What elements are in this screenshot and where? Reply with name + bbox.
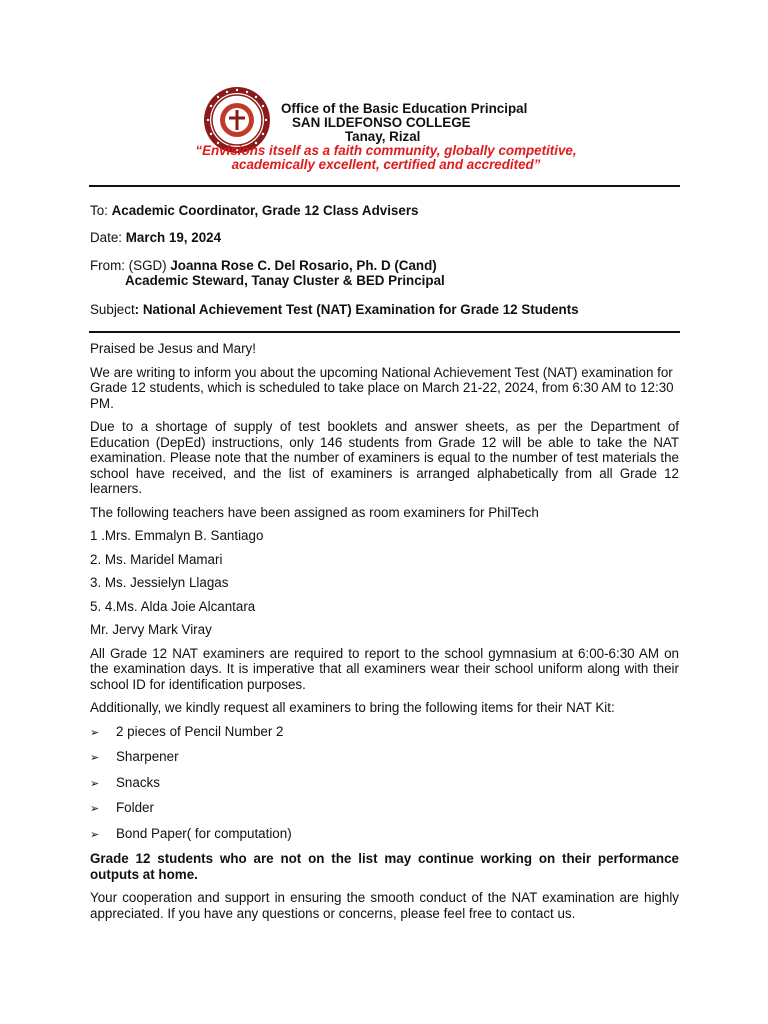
subject-label: Subject: [90, 302, 135, 317]
arrow-bullet-icon: ➢: [90, 828, 100, 841]
paragraph-shortage: Due to a shortage of supply of test booklets and answer sheets, as per the Department of Education (DepEd) instructions, only 146 students from Grade 12 will be able to take the NAT examination. Please note that the number of examiners is equal to the number of test materials the school have received, and the list of examiners is arranged alphabetically from all Grade 12 learners.: [90, 419, 679, 496]
from-title: Academic Steward, Tanay Cluster & BED Principal: [125, 273, 445, 288]
arrow-bullet-icon: ➢: [90, 777, 100, 790]
kit-item: [90, 724, 679, 742]
kit-item: [90, 800, 679, 818]
paragraph-intro: We are writing to inform you about the upcoming National Achievement Test (NAT) examination for Grade 12 students, which is scheduled to take place on March 21-22, 2024, from 6:30 AM to 12:30 PM.: [90, 364, 674, 411]
subject-value: : National Achievement Test (NAT) Examination for Grade 12 Students: [134, 302, 579, 317]
greeting: Praised be Jesus and Mary!: [90, 341, 256, 356]
paragraph-examiners-intro: The following teachers have been assigned as room examiners for PhilTech: [90, 504, 539, 520]
kit-item-label: Snacks: [116, 774, 160, 790]
examiner-item: 2. Ms. Maridel Mamari: [90, 551, 223, 567]
memo-body: [90, 341, 679, 929]
college-location: Tanay, Rizal: [345, 129, 421, 144]
examiner-item: 3. Ms. Jessielyn Llagas: [90, 575, 229, 590]
from-value: Joanna Rose C. Del Rosario, Ph. D (Cand): [170, 258, 437, 273]
college-name: SAN ILDEFONSO COLLEGE: [292, 115, 471, 130]
examiner-item: Mr. Jervy Mark Viray: [90, 622, 212, 637]
memo-subject: [90, 302, 579, 318]
kit-item-label: Sharpener: [116, 749, 179, 764]
memo-header-divider: [89, 331, 680, 333]
kit-item-label: 2 pieces of Pencil Number 2: [116, 723, 284, 739]
examiner-item: 5. 4.Ms. Alda Joie Alcantara: [90, 598, 256, 614]
paragraph-not-listed-notice: Grade 12 students who are not on the list may continue working on their performance outputs at home.: [90, 851, 679, 882]
from-label: From: (SGD): [90, 258, 167, 273]
paragraph-report-time: All Grade 12 NAT examiners are required to report to the school gymnasium at 6:00-6:30 AM on the examination days. It is imperative that all examiners wear their school uniform along with their school ID for identification purposes.: [90, 645, 679, 692]
to-label: To:: [90, 203, 108, 218]
date-label: Date:: [90, 230, 123, 245]
date-value: March 19, 2024: [125, 230, 222, 245]
arrow-bullet-icon: ➢: [90, 803, 100, 815]
paragraph-closing: Your cooperation and support in ensuring the smooth conduct of the NAT examination are highly appreciated. If you have any questions or concerns, please feel free to contact us.: [90, 890, 679, 921]
kit-item: [90, 775, 679, 793]
kit-item-label: Bond Paper( for computation): [116, 825, 292, 841]
arrow-bullet-icon: ➢: [90, 726, 100, 739]
memo-from: [90, 258, 437, 274]
kit-item: [90, 826, 679, 844]
motto-line-1: “Envisions itself as a faith community, globally competitive,: [195, 143, 577, 158]
memo-date: [90, 230, 221, 246]
header-divider: [89, 185, 680, 187]
memo-to: [90, 203, 418, 219]
kit-item-label: Folder: [116, 800, 154, 815]
examiner-item: 1 .Mrs. Emmalyn B. Santiago: [90, 528, 264, 543]
to-value: Academic Coordinator, Grade 12 Class Advisers: [111, 203, 419, 218]
motto-line-2: academically excellent, certified and accredited”: [231, 157, 541, 172]
arrow-bullet-icon: ➢: [90, 752, 100, 764]
office-name: Office of the Basic Education Principal: [281, 101, 528, 116]
kit-item: [90, 749, 679, 767]
paragraph-kit-request: Additionally, we kindly request all examiners to bring the following items for their NAT Kit:: [90, 700, 615, 715]
